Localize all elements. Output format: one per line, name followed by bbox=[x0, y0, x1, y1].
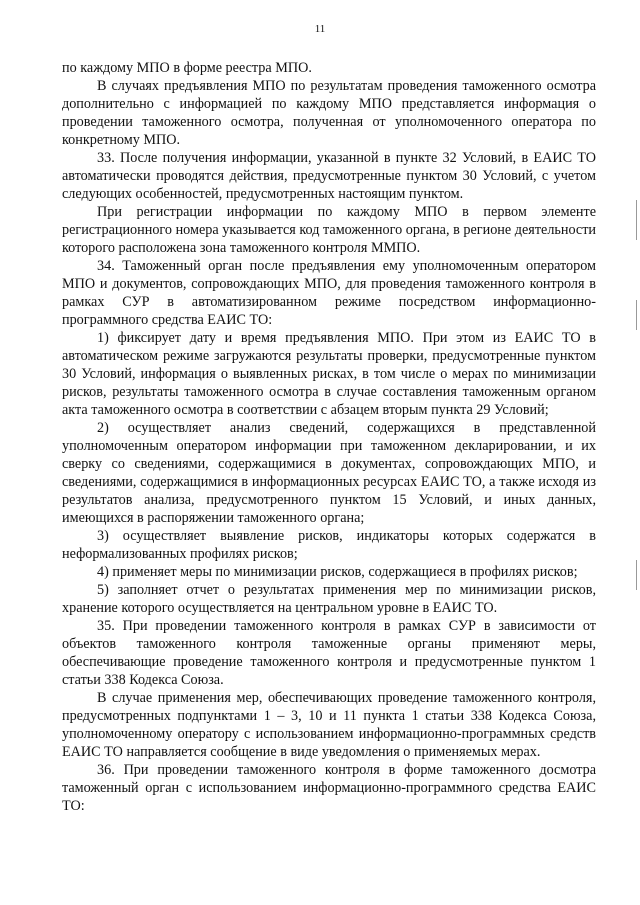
list-item-5: 5) заполняет отчет о результатах применения мер по минимизации рисков, хранение которого осуществляется на центральном уровне в ЕАИС ТО. bbox=[62, 582, 596, 616]
paragraph: по каждому МПО в форме реестра МПО. bbox=[62, 60, 312, 76]
paragraph-clause-33: 33. После получения информации, указанной в пункте 32 Условий, в ЕАИС ТО автоматически проводятся действия, предусмотренные пунктом 30 Условий, с учетом следующих особенностей, предусмотренных настоящим пунктом. bbox=[62, 150, 596, 202]
scan-edge-mark bbox=[636, 300, 637, 330]
document-body bbox=[62, 59, 596, 815]
list-item-3: 3) осуществляет выявление рисков, индикаторы которых содержатся в неформализованных профилях рисков; bbox=[62, 528, 596, 562]
list-item-2: 2) осуществляет анализ сведений, содержащихся в представленной уполномоченным оператором информации при таможенном декларировании, и их сверку со сведениями, содержащимися в документах, сопровождающих МПО, и сведениями, содержащимися в информационных ресурсах ЕАИС ТО, а также исходя из результатов анализа, предусмотренного пунктом 15 Условий, и иных данных, имеющихся в распоряжении таможенного органа; bbox=[62, 420, 596, 526]
paragraph-clause-34: 34. Таможенный орган после предъявления ему уполномоченным оператором МПО и документов, сопровождающих МПО, для проведения таможенного контроля в рамках СУР в автоматизированном режиме посредством информационно-программного средства ЕАИС ТО: bbox=[62, 258, 596, 328]
scan-edge-mark bbox=[636, 200, 637, 240]
paragraph: В случае применения мер, обеспечивающих проведение таможенного контроля, предусмотренных подпунктами 1 – 3, 10 и 11 пункта 1 статьи 338 Кодекса Союза, уполномоченному оператору с использованием информационно-программных средств ЕАИС ТО направляется сообщение в виде уведомления о применяемых мерах. bbox=[62, 690, 596, 760]
paragraph: При регистрации информации по каждому МПО в первом элементе регистрационного номера указывается код таможенного органа, в регионе деятельности которого расположена зона таможенного контроля ММПО. bbox=[62, 204, 596, 256]
page-number: 11 bbox=[314, 23, 326, 35]
paragraph-clause-36: 36. При проведении таможенного контроля в форме таможенного досмотра таможенный орган с использованием информационно-программного средства ЕАИС ТО: bbox=[62, 762, 596, 814]
list-item-1: 1) фиксирует дату и время предъявления МПО. При этом из ЕАИС ТО в автоматическом режиме загружаются результаты проверки, предусмотренные пунктом 30 Условий, информация о выявленных рисках, в том числе о мерах по минимизации рисков, результаты таможенного осмотра в случае составления таможенным органом акта таможенного осмотра в соответствии с абзацем вторым пункта 29 Условий; bbox=[62, 330, 596, 418]
paragraph-clause-35: 35. При проведении таможенного контроля в рамках СУР в зависимости от объектов таможенного контроля таможенные органы применяют меры, обеспечивающие проведение таможенного контроля и предусмотренные пунктом 1 статьи 338 Кодекса Союза. bbox=[62, 618, 596, 688]
scan-edge-mark bbox=[636, 560, 637, 590]
paragraph: В случаях предъявления МПО по результатам проведения таможенного осмотра дополнительно с информацией по каждому МПО представляется информация о проведении таможенного осмотра, полученная от уполномоченного оператора по конкретному МПО. bbox=[62, 78, 596, 148]
list-item-4: 4) применяет меры по минимизации рисков, содержащиеся в профилях рисков; bbox=[97, 564, 578, 580]
